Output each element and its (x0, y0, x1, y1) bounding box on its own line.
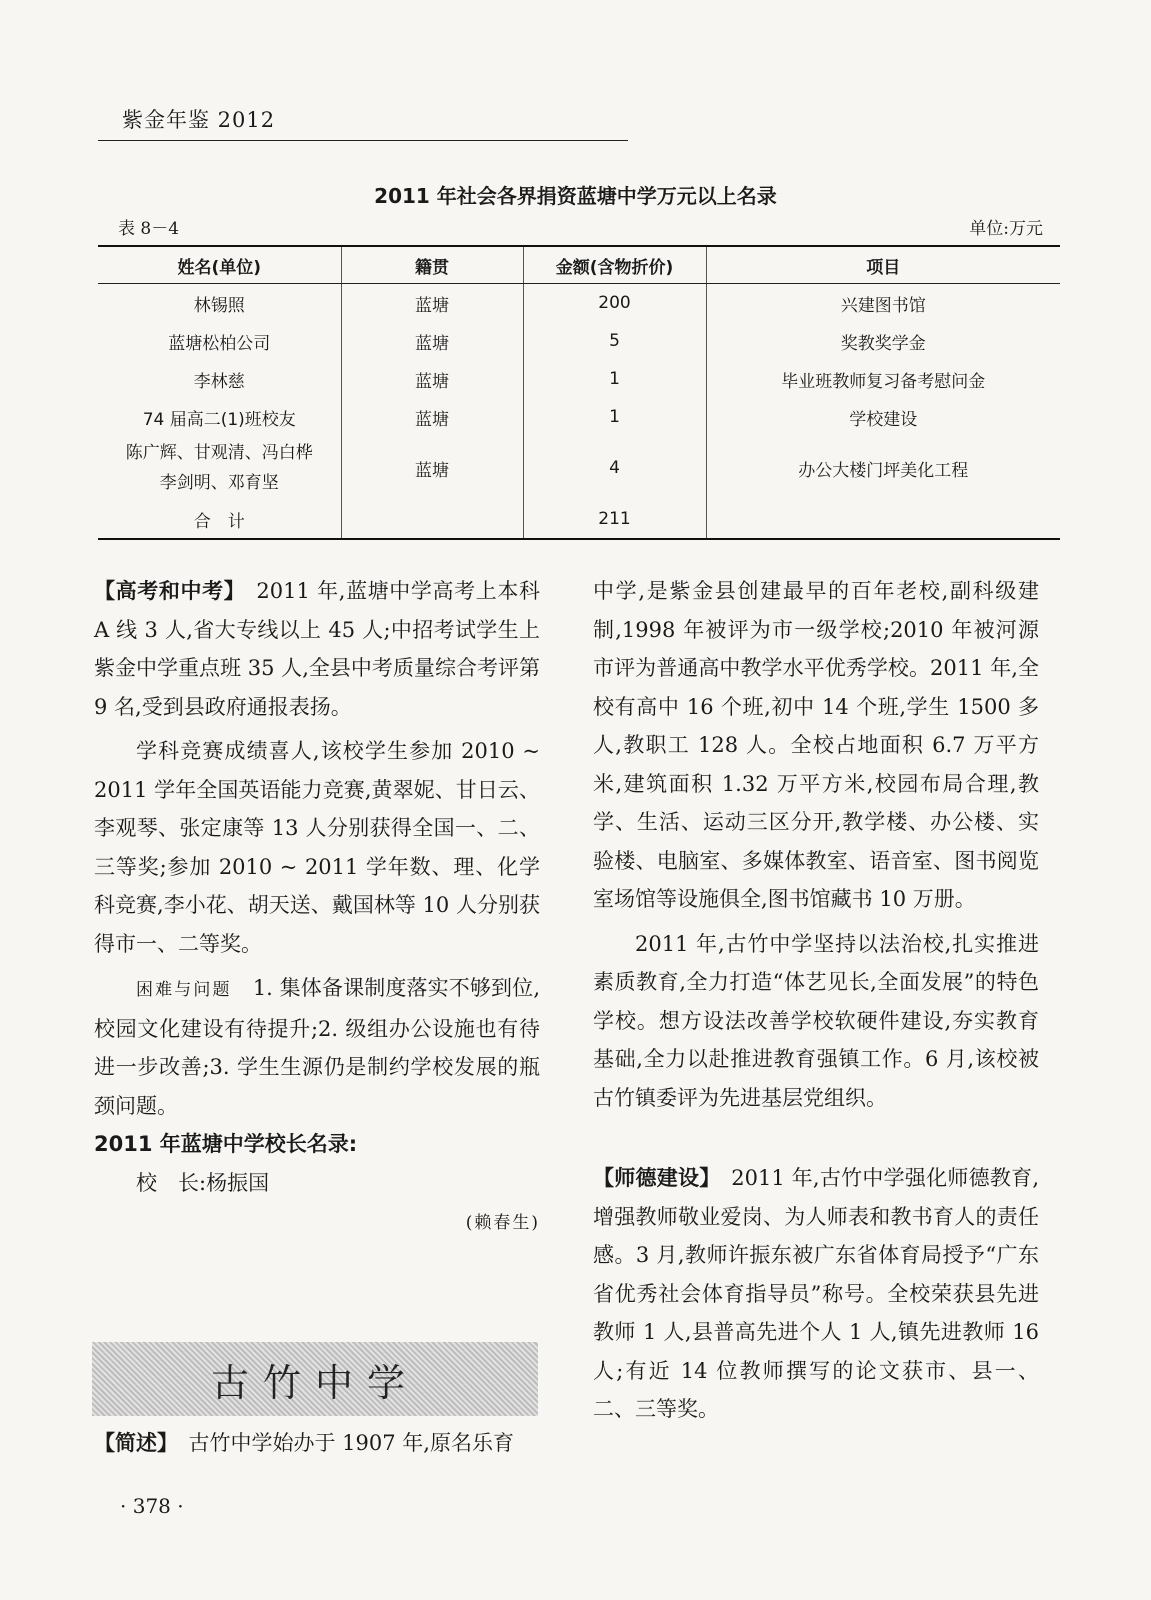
cell-name-line: 陈广辉、甘观清、冯白桦 (125, 443, 313, 463)
header-rule (98, 140, 628, 141)
cell-name: 林锡照 (98, 284, 341, 323)
paragraph-problems (94, 969, 540, 1125)
section-banner (92, 1342, 538, 1416)
cell-total-label: 合 计 (98, 500, 341, 539)
donation-table (98, 245, 1060, 540)
running-header: 紫金年鉴 2012 (122, 108, 276, 132)
paragraph-2011: 2011 年,古竹中学坚持以法治校,扎实推进素质教育,全力打造“体艺见长,全面发展”的特色学校。想方设法改善学校软硬件建设,夯实教育基础,全力以赴推进教育强镇工作。6 月,该校被古竹镇委评为先进基层党组织。 (593, 931, 1039, 1110)
cell-project: 毕业班教师复习备考慰问金 (781, 371, 986, 392)
paragraph-exams (94, 572, 540, 726)
principal-line: 校 长:杨振国 (136, 1170, 270, 1195)
cell-name: 李林慈 (98, 360, 341, 398)
cell-project: 办公大楼门坪美化工程 (798, 460, 969, 481)
cell-name (98, 436, 341, 500)
cell-project: 兴建图书馆 (840, 295, 926, 316)
table-row (98, 436, 1060, 500)
column-header-origin: 籍贯 (341, 246, 523, 284)
paragraph-competition: 学科竞赛成绩喜人,该校学生参加 2010 ~ 2011 学年全国英语能力竞赛,黄翠妮、甘日云、李观琴、张定康等 13 人分别获得全国一、二、三等奖;参加 2010 ~ 2011 学年数、理、化学科竞赛,李小花、胡天送、戴国林等 10 人分别获得市一、二等奖。 (94, 739, 540, 956)
page-number: · 378 · (120, 1494, 184, 1518)
section-heading: 困难与问题 (136, 980, 232, 1000)
cell-origin: 蓝塘 (341, 322, 523, 360)
cell-total-amount: 211 (523, 500, 706, 539)
cell-origin: 蓝塘 (341, 360, 523, 398)
paragraph-text: 2011 年,古竹中学强化师德教育,增强教师敬业爱岗、为人师表和教书育人的责任感。3 月,教师许振东被广东省体育局授予“广东省优秀社会体育指导员”称号。全校荣获县先进教师 1 人,县普高先进个人 1 人,镇先进教师 16 人;有近 14 位教师撰写的论文获市、县一、二、三等奖。 (593, 1166, 1040, 1421)
cell-amount: 200 (523, 284, 706, 323)
paragraph-ethics (593, 1159, 1039, 1429)
section-banner-title: 古竹中学 (210, 1360, 419, 1405)
section-heading: 【简述】 (94, 1431, 168, 1455)
table-row (98, 284, 1060, 323)
table-row (98, 322, 1060, 360)
cell-empty (341, 500, 523, 539)
table-total-row (98, 500, 1060, 539)
table-header-row (98, 246, 1060, 284)
principal-list-title: 2011 年蓝塘中学校长名录: (94, 1132, 358, 1156)
cell-amount: 1 (523, 360, 706, 398)
paragraph-text: 1. 集体备课制度落实不够到位,校园文化建设有待提升;2. 级组办公设施也有待进一步改善;3. 学生生源仍是制约学校发展的瓶颈问题。 (94, 976, 540, 1118)
cell-origin: 蓝塘 (341, 436, 523, 500)
section-heading: 【师德建设】 (593, 1166, 711, 1190)
cell-amount: 1 (523, 398, 706, 436)
section-heading: 【高考和中考】 (94, 579, 235, 603)
cell-name: 74 届高二(1)班校友 (98, 398, 341, 436)
cell-origin: 蓝塘 (341, 398, 523, 436)
cell-project: 奖教奖学金 (840, 333, 926, 354)
cell-empty (706, 500, 1060, 539)
paragraph-intro (94, 1424, 540, 1463)
table-unit: 单位:万元 (969, 219, 1043, 239)
column-header-name: 姓名(单位) (98, 246, 341, 284)
cell-origin: 蓝塘 (341, 284, 523, 323)
left-column (94, 572, 540, 1243)
paragraph-text: 2011 年,蓝塘中学高考上本科 A 线 3 人,省大专线以上 45 人;中招考试学生上紫金中学重点班 35 人,全县中考质量综合考评第 9 名,受到县政府通报表扬。 (94, 579, 540, 719)
table-number: 表 8－4 (118, 219, 180, 239)
paragraph-overview: 中学,是紫金县创建最早的百年老校,副科级建制,1998 年被评为市一级学校;2010 年被河源市评为普通高中教学水平优秀学校。2011 年,全校有高中 16 个班,初中 14 个班,学生 1500 多人,教职工 128 人。全校占地面积 6.7 万平方米,建筑面积 1.32 万平方米,校园布局合理,教学、生活、运动三区分开,教学楼、办公楼、实验楼、电脑室、多媒体教室、语音室、图书阅览室场馆等设施俱全,图书馆藏书 10 万册。 (593, 579, 1039, 911)
table-row (98, 360, 1060, 398)
cell-name-line: 李剑明、邓育坚 (159, 473, 279, 493)
right-column (593, 572, 1039, 1429)
intro-block (94, 1424, 540, 1463)
column-header-amount: 金额(含物折价) (523, 246, 706, 284)
cell-amount: 4 (523, 436, 706, 500)
author-credit: (赖春生) (465, 1213, 540, 1233)
table-title: 2011 年社会各界捐资蓝塘中学万元以上名录 (374, 184, 777, 208)
table-row (98, 398, 1060, 436)
paragraph-text: 古竹中学始办于 1907 年,原名乐育 (167, 1431, 514, 1455)
cell-name: 蓝塘松柏公司 (98, 322, 341, 360)
cell-project: 学校建设 (849, 409, 918, 430)
column-header-project: 项目 (706, 246, 1060, 284)
cell-amount: 5 (523, 322, 706, 360)
